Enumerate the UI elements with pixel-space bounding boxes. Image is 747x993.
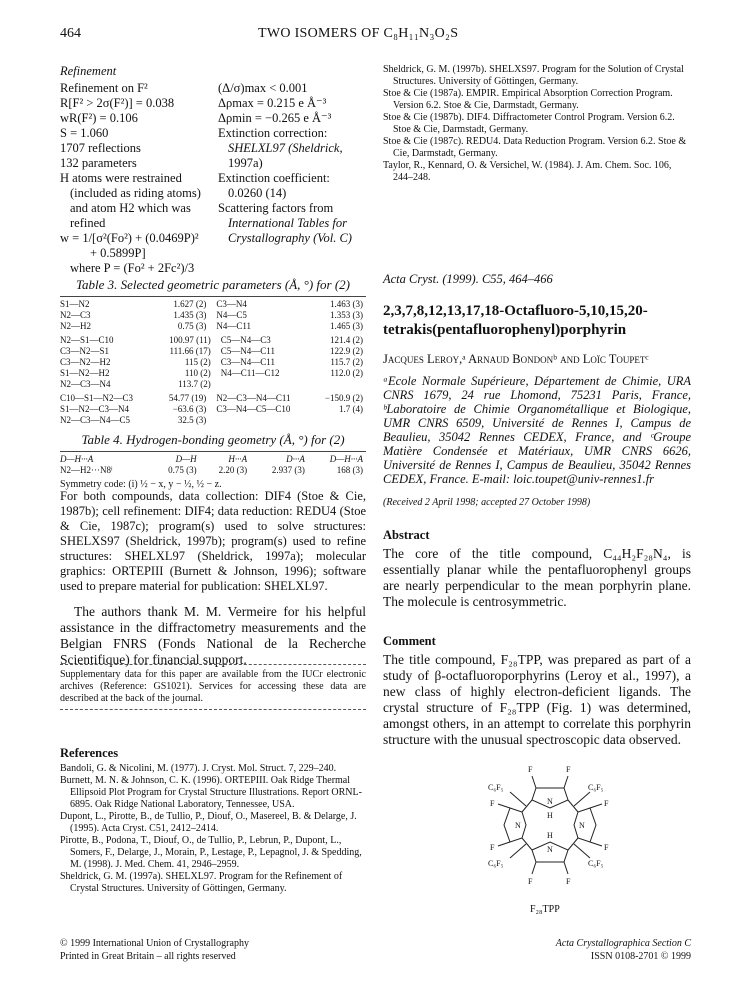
table-cell: −63.6 (3) <box>172 404 207 414</box>
table-4 <box>60 432 366 491</box>
table-cell: N2—S1—C10 <box>60 335 114 345</box>
computing-paragraph: For both compounds, data collection: DIF4 (Stoe & Cie, 1987b); cell refinement: DIF4; data reduction: REDU4 (Stoe & Cie, 1987c); program(s) used to solve structures: SHELXS97 (Sheldrick, 1997b); program(s) used to refine structures: SHELXL97 (Sheldrick, 1997a); molecular graphics: ORTEPIII (Burnett & Johnson, 1996); software used to prepare material for publication: SHELXL97. <box>60 489 366 593</box>
table-header-cell: D—H···A <box>60 454 94 464</box>
scheme-label: F₂₈TPP <box>530 904 560 915</box>
table-row <box>60 404 366 415</box>
table-cell: 100.97 (11) <box>169 335 211 345</box>
table-cell: N2—C3—N4 <box>60 379 111 389</box>
table-header-cell: D—H <box>175 454 197 464</box>
table-cell: C5—N4—C3 <box>220 335 271 345</box>
refinement-line: where P = (Fo² + 2Fc²)/3 <box>70 261 195 275</box>
table-cell: N2—H2 <box>60 321 91 331</box>
refinement-line: S = 1.060 <box>60 126 109 140</box>
table-row <box>60 465 366 476</box>
article-affiliations: ᵃEcole Normale Supérieure, Département de Chimie, URA CNRS 1679, 24 rue Lhomond, 75231 Paris, France, ᵇLaboratoire de Chimie Organométallique et Biologique, UMR CNRS 6509, Université de Rennes I, Campus de Beaulieu, 35042 Rennes CEDEX, France, and ᶜGroupe Matière Condensée et Matériaux, UMR CNRS 6626, Université de Rennes I, Campus de Beaulieu, 35042 Rennes CEDEX, France. E-mail: loic.toupet@univ-rennes1.fr <box>383 374 691 486</box>
refinement-line: Extinction coefficient: <box>218 171 330 185</box>
table-row <box>60 346 366 357</box>
table-cell: C3—N4 <box>216 299 247 309</box>
table-cell: 1.627 (2) <box>173 299 207 309</box>
table-cell: C10—S1—N2—C3 <box>60 393 134 403</box>
table-cell: N2—C3 <box>60 310 91 320</box>
table-cell <box>216 415 314 426</box>
running-title: TWO ISOMERS OF C₈H₁₁N₃O₂S <box>258 26 459 41</box>
article-authors: Jacques Leroy,ᵃ Arnaud Bondonᵇ and Loïc Toupetᶜ <box>383 352 649 366</box>
table-cell: N2—H2···N8ⁱ <box>60 465 113 475</box>
comment-section <box>383 634 691 748</box>
table-cell <box>312 379 366 390</box>
table-row <box>60 393 366 404</box>
table-cell: 112.0 (2) <box>330 368 363 378</box>
n-label: N <box>547 845 553 854</box>
n-label: N <box>515 821 521 830</box>
refinement-line: Scattering factors from <box>218 201 334 215</box>
table-cell: 1.7 (4) <box>339 404 363 414</box>
refinement-line: (Δ/σ)max < 0.001 <box>218 81 308 95</box>
table-cell: 32.5 (3) <box>177 415 207 425</box>
refinement-line: w = 1/[σ²(Fo²) + (0.0469P)² <box>60 231 199 245</box>
table-cell: 54.77 (19) <box>168 393 207 403</box>
acknowledgement: The authors thank M. M. Vermeire for his helpful assistance in the diffractometry measurements and the Belgian FNRS (Fonds National de la Recherche Scientifique) for financial support. <box>60 604 366 667</box>
reference-item: Sheldrick, G. M. (1997a). SHELXL97. Program for the Refinement of Crystal Structures. University of Göttingen, Germany. <box>60 871 343 894</box>
table-cell: N4—C5 <box>216 310 247 320</box>
f-label: F <box>604 799 609 808</box>
footer-issn: ISSN 0108-2701 © 1999 <box>590 951 691 962</box>
table-cell <box>221 379 313 390</box>
f-label: F <box>528 765 533 774</box>
reference-item: Sheldrick, G. M. (1997b). SHELXS97. Program for the Solution of Crystal Structures. University of Göttingen, Germany. <box>383 64 684 87</box>
table-header-cell: D—H···A <box>329 454 363 464</box>
table-header-cell: H···A <box>228 454 248 464</box>
refinement-line: H atoms were restrained <box>60 171 182 185</box>
refinement-line: Extinction correction: <box>218 126 328 140</box>
refinement-line: (included as riding atoms) <box>70 186 201 200</box>
comment-heading: Comment <box>383 634 436 648</box>
table-cell: S1—N2—C3—N4 <box>60 404 130 414</box>
table-row <box>60 357 366 368</box>
table-cell: S1—N2 <box>60 299 90 309</box>
table-cell: −150.9 (2) <box>324 393 363 403</box>
table-3 <box>60 277 366 426</box>
article-citation: Acta Cryst. (1999). C55, 464–466 <box>383 272 553 286</box>
c6f5-label: C₆F₅ <box>488 859 504 868</box>
refinement-line: 0.0260 (14) <box>228 186 287 200</box>
table-row <box>60 299 366 310</box>
table-cell: C3—N4—C11 <box>220 357 275 367</box>
table-cell: C5—N4—C11 <box>220 346 275 356</box>
table-cell: 2.20 (3) <box>218 465 248 475</box>
table-cell: 111.66 (17) <box>169 346 211 356</box>
table-cell: C3—N2—S1 <box>60 346 110 356</box>
refinement-line: Crystallography (Vol. C) <box>228 231 352 245</box>
table-row <box>60 368 366 379</box>
n-label: N <box>579 821 585 830</box>
table-cell: 115 (2) <box>184 357 211 367</box>
n-label: N <box>547 797 553 806</box>
abstract-text: The core of the title compound, C₄₄H₂F₂₈N₄, is essentially planar while the pentafluorophenyl groups are nearly perpendicular to the mean porphyrin plane. The molecule is centrosymmetric. <box>383 546 691 609</box>
footer-journal: Acta Crystallographica Section C <box>555 938 691 949</box>
table-4-caption: Table 4. Hydrogen-bonding geometry (Å, °) for (2) <box>81 432 345 447</box>
refinement-line: 1707 reflections <box>60 141 141 155</box>
c6f5-label: C₆F₅ <box>588 783 604 792</box>
refinement-heading: Refinement <box>60 64 117 78</box>
table-3-block-3 <box>60 393 366 426</box>
refinement-line: R[F² > 2σ(F²)] = 0.038 <box>60 96 175 110</box>
refinement-line: 1997a) <box>228 156 263 170</box>
table-cell: S1—N2—H2 <box>60 368 110 378</box>
symmetry-code: Symmetry code: (i) ½ − x, y − ½, ½ − z. <box>60 479 222 490</box>
footer-printed: Printed in Great Britain – all rights reserved <box>60 951 236 962</box>
refinement-line: 132 parameters <box>60 156 137 170</box>
comment-text: The title compound, F₂₈TPP, was prepared as part of a study of β-octafluoroporphyrins (Leroy et al., 1997), a new class of highly electron-deficient ligands. The crystal structure of F₂₈TPP (Fig. 1) was determined, amongst others, in an attempt to correlate this porphyrin structure with the unusual spectroscopic data observed. <box>383 652 691 747</box>
table-cell: 0.75 (3) <box>177 321 207 331</box>
porphyrin-scheme <box>470 758 630 904</box>
abstract-section <box>383 528 691 610</box>
c6f5-label: C₆F₅ <box>588 859 604 868</box>
table-3-caption: Table 3. Selected geometric parameters (Å, °) for (2) <box>75 277 351 292</box>
table-cell: N4—C11—C12 <box>220 368 280 378</box>
refinement-line: and atom H2 which was <box>70 201 191 215</box>
table-cell: N2—C3—N4—C5 <box>60 415 131 425</box>
table-cell: 115.7 (2) <box>330 357 363 367</box>
references-heading: References <box>60 746 119 760</box>
table-cell: 110 (2) <box>184 368 211 378</box>
f-label: F <box>604 843 609 852</box>
refinement-line: International Tables for <box>228 216 347 230</box>
refinement-line: refined <box>70 216 106 230</box>
table-row <box>60 415 366 426</box>
refinement-line: Δρmax = 0.215 e Å⁻³ <box>218 96 327 110</box>
article-title: 2,3,7,8,12,13,17,18-Octafluoro-5,10,15,20-tetrakis(pentafluorophenyl)porphyrin <box>383 303 648 338</box>
table-cell: 1.465 (3) <box>330 321 363 331</box>
table-row <box>60 321 366 332</box>
table-cell: N2—C3—N4—C11 <box>216 393 291 403</box>
c6f5-label: C₆F₅ <box>488 783 504 792</box>
refinement-line: wR(F²) = 0.106 <box>60 111 138 125</box>
table-cell: N4—C11 <box>216 321 252 331</box>
table-3-block-2 <box>60 335 366 390</box>
table-cell: C3—N4—C5—C10 <box>216 404 291 414</box>
table-header-cell: D···A <box>286 454 305 464</box>
h-label: H <box>547 831 553 840</box>
refinement-line: + 0.5899P] <box>90 246 146 260</box>
table-cell: C3—N2—H2 <box>60 357 111 367</box>
reference-item: Stoe & Cie (1987c). REDU4. Data Reduction Program. Version 6.2. Stoe & Cie, Darmstadt, Germany. <box>383 136 687 159</box>
f-label: F <box>566 765 571 774</box>
f-label: F <box>490 843 495 852</box>
table-header-row <box>60 454 366 465</box>
table-cell: 168 (3) <box>336 465 363 475</box>
refinement-line: SHELXL97 (Sheldrick, <box>228 141 343 155</box>
table-row <box>60 379 366 390</box>
refinement-right <box>218 81 366 276</box>
supplementary-box <box>60 664 366 710</box>
table-cell <box>314 415 366 426</box>
reference-item: Bandoli, G. & Nicolini, M. (1977). J. Cryst. Mol. Struct. 7, 229–240. <box>60 763 337 774</box>
table-cell: 1.353 (3) <box>330 310 363 320</box>
reference-item: Stoe & Cie (1987b). DIF4. Diffractometer Control Program. Version 6.2. Stoe & Cie, Darmstadt, Germany. <box>383 112 675 135</box>
abstract-heading: Abstract <box>383 528 430 542</box>
table-cell: 0.75 (3) <box>168 465 197 475</box>
refinement-line: Refinement on F² <box>60 81 148 95</box>
table-cell: 1.435 (3) <box>173 310 207 320</box>
table-cell: 2.937 (3) <box>271 465 305 475</box>
h-label: H <box>547 811 553 820</box>
porphyrin-skeleton <box>498 776 602 874</box>
references-right <box>383 64 691 184</box>
refinement-line: Δρmin = −0.265 e Å⁻³ <box>218 111 332 125</box>
reference-item: Dupont, L., Pirotte, B., de Tullio, P., Diouf, O., Masereel, B. & Delarge, J. (1995). Acta Cryst. C51, 2412–2414. <box>60 811 357 834</box>
page-number: 464 <box>60 26 81 41</box>
reference-item: Burnett, M. N. & Johnson, C. K. (1996). ORTEPIII. Oak Ridge Thermal Ellipsoid Plot Program for Crystal Structure Illustrations. Report ORNL-6895. Oak Ridge National Laboratory, Tennessee, USA. <box>60 775 362 810</box>
reference-item: Taylor, R., Kennard, O. & Versichel, W. (1984). J. Am. Chem. Soc. 106, 244–248. <box>383 160 672 183</box>
refinement-section <box>60 64 366 276</box>
refinement-left <box>60 81 218 276</box>
table-cell: 121.4 (2) <box>330 335 363 345</box>
references-left <box>60 746 366 895</box>
table-row <box>60 335 366 346</box>
table-cell: 1.463 (3) <box>330 299 363 309</box>
supplementary-text: Supplementary data for this paper are available from the IUCr electronic archives (Reference: GS1021). Services for accessing these data are described at the back of the journal. <box>60 669 366 704</box>
reference-item: Pirotte, B., Podona, T., Diouf, O., de Tullio, P., Lebrun, P., Dupont, L., Somers, F., Delarge, J., Morain, P., Lestage, P., Lepagnol, J. & Spedding, M. (1998). J. Med. Chem. 41, 2946–2959. <box>60 835 362 870</box>
table-4-grid <box>60 454 366 476</box>
received-dates: (Received 2 April 1998; accepted 27 October 1998) <box>383 497 591 508</box>
f-label: F <box>566 877 571 886</box>
table-3-block-1 <box>60 299 366 332</box>
table-row <box>60 310 366 321</box>
f-label: F <box>490 799 495 808</box>
table-cell: 113.7 (2) <box>178 379 211 389</box>
reference-item: Stoe & Cie (1987a). EMPIR. Empirical Absorption Correction Program. Version 6.2. Stoe & Cie, Darmstadt, Germany. <box>383 88 673 111</box>
table-cell: 122.9 (2) <box>330 346 363 356</box>
footer-copyright: © 1999 International Union of Crystallography <box>60 938 249 949</box>
f-label: F <box>528 877 533 886</box>
